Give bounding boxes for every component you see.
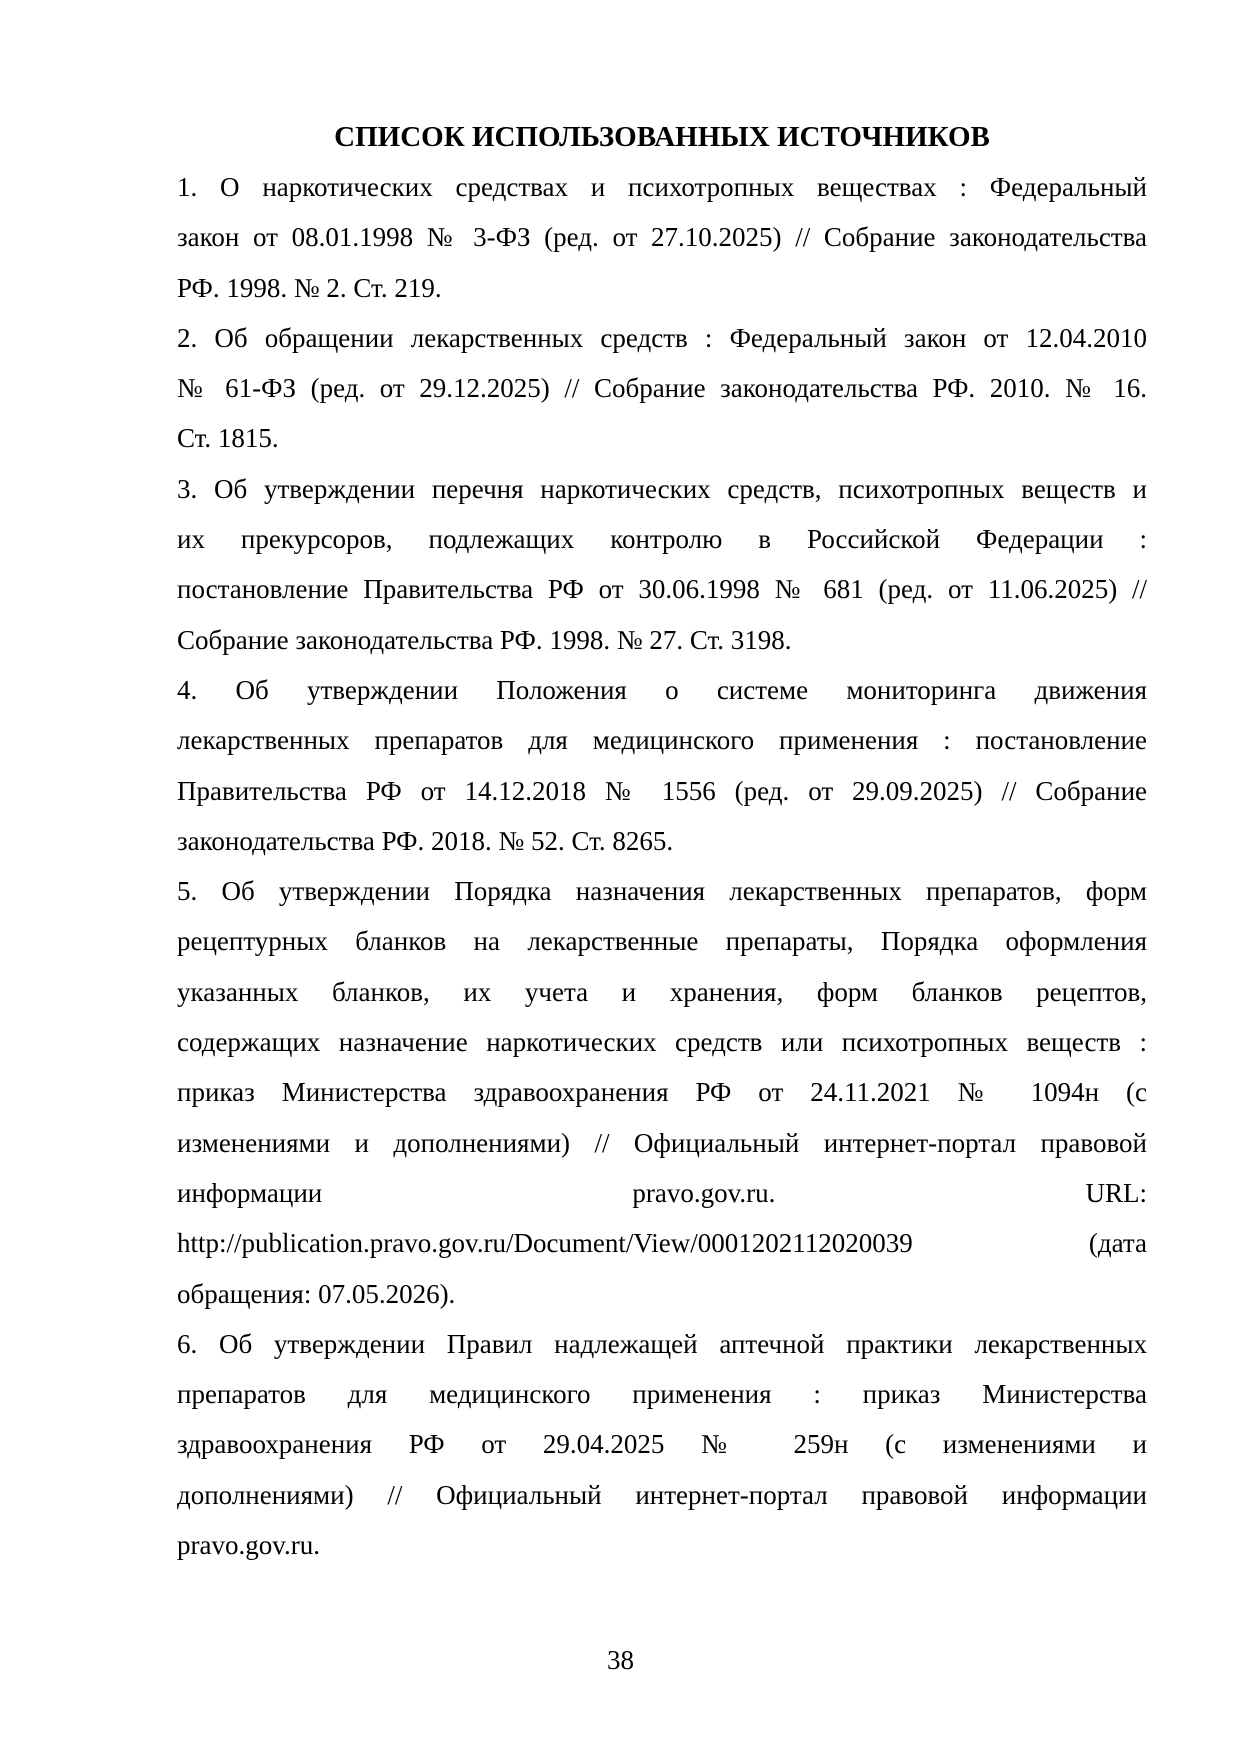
reference-line: лекарственных препаратов для медицинского применения : постановление [177,725,1147,756]
reference-list [177,162,1147,1570]
reference-line: 1. О наркотических средствах и психотропных веществах : Федеральный [177,172,1147,202]
reference-line: приказ Министерства здравоохранения РФ от 24.11.2021 № 1094н (с [177,1077,1147,1108]
reference-line: дополнениями) // Официальный интернет-портал правовой информации [177,1479,1147,1510]
reference-line: содержащих назначение наркотических средств или психотропных веществ : [177,1027,1147,1058]
reference-line: 5. Об утверждении Порядка назначения лекарственных препаратов, форм [177,876,1147,907]
reference-line: 2. Об обращении лекарственных средств : Федеральный закон от 12.04.2010 [177,322,1147,353]
reference-line: здравоохранения РФ от 29.04.2025 № 259н (с изменениями и [177,1429,1147,1460]
page-number: 38 [607,1645,634,1675]
reference-line: указанных бланков, их учета и хранения, форм бланков рецептов, [177,976,1147,1007]
reference-line: pravo.gov.ru. [177,1530,320,1561]
reference-line: информации pravo.gov.ru. URL: [177,1177,1147,1208]
reference-line: рецептурных бланков на лекарственные препараты, Порядка оформления [177,926,1147,957]
reference-line: http://publication.pravo.gov.ru/Document/View/0001202112020039 (дата [177,1228,1147,1259]
reference-item [177,866,1147,1319]
reference-item [177,162,1147,313]
reference-line: РФ. 1998. № 2. Ст. 219. [177,272,442,303]
reference-item [177,665,1147,866]
reference-line: 4. Об утверждении Положения о системе мониторинга движения [177,674,1147,705]
reference-line: Правительства РФ от 14.12.2018 № 1556 (ред. от 29.09.2025) // Собрание [177,775,1147,806]
reference-line: Ст. 1815. [177,423,279,454]
reference-line: закон от 08.01.1998 № 3-ФЗ (ред. от 27.10.2025) // Собрание законодательства [177,222,1147,253]
reference-item [177,1319,1147,1570]
reference-line: постановление Правительства РФ от 30.06.1998 № 681 (ред. от 11.06.2025) // [177,574,1147,605]
section-title: СПИСОК ИСПОЛЬЗОВАННЫХ ИСТОЧНИКОВ [334,121,990,153]
reference-line: 6. Об утверждении Правил надлежащей аптечной практики лекарственных [177,1328,1147,1359]
reference-line: Собрание законодательства РФ. 1998. № 27. Ст. 3198. [177,624,792,655]
reference-line: изменениями и дополнениями) // Официальный интернет-портал правовой [177,1127,1147,1158]
reference-line: законодательства РФ. 2018. № 52. Ст. 8265. [177,825,674,856]
reference-line: 3. Об утверждении перечня наркотических средств, психотропных веществ и [177,473,1147,504]
reference-line: обращения: 07.05.2026). [177,1278,456,1309]
reference-line: препаратов для медицинского применения : приказ Министерства [177,1379,1147,1410]
reference-item [177,464,1147,665]
reference-line: их прекурсоров, подлежащих контролю в Российской Федерации : [177,524,1147,555]
reference-item [177,313,1147,464]
reference-line: № 61-ФЗ (ред. от 29.12.2025) // Собрание законодательства РФ. 2010. № 16. [177,373,1147,404]
page-content [177,112,1147,1570]
